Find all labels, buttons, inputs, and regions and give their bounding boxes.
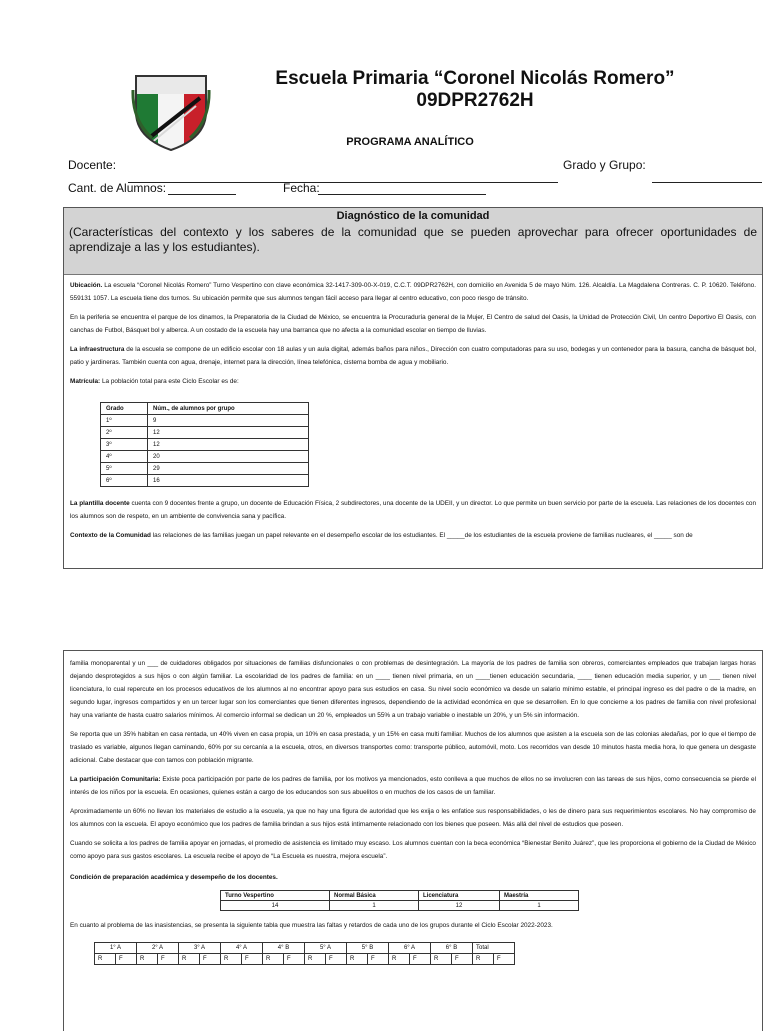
retardos-cell: R [305,954,326,965]
grade-cell: 2º [101,427,148,439]
fecha-label: Fecha: [283,181,320,195]
count-cell: 29 [148,463,309,475]
infraestructura-label: La infraestructura [70,346,125,353]
program-title: PROGRAMA ANALÍTICO [346,136,474,148]
diagnostico-heading: Diagnóstico de la comunidad [336,210,490,222]
grado-grupo-label: Grado y Grupo: [563,158,646,172]
familia-paragraph: familia monoparental y un ___ de cuidadores obligados por situaciones de familias disfuncionales o con problemas de desintegración. La mayoría de los padres de familia son obreros, comerciantes empleados que trabajan largas horas dejando desprotegidos a sus hijos o con algún familiar. La escolaridad de los padres de familia: en un ____ tienen nivel primaria, en un ____tienen educación secundaria, ____ tienen educación media superior, y un ___ tienen nivel licenciatura, lo cual repercute en los procesos educativos de los alumnos al no encontrar apoyo para sus estudios en casa. Su nivel socio económico va desde un salario mínimo estable, el principal ingreso es del padre o de la madre, en segundo lugar, ingresos compartidos y en un tercer lugar son los comerciantes que tienen diferentes ingresos, dependiendo de la actividad económica en que se desarrollen. En lo que concierne a los padres de familia con nivel profesional hay una variante de hasta cuatro salarios mínimos. Al comercio informal se dedican un 20 %, empleados un 55% a un trabajo variable o inestable un 20%, y un 5% sin información. [70,660,756,719]
teachers-value-cell: 12 [419,901,500,911]
retardos-cell: R [221,954,242,965]
teachers-value-cell: 14 [221,901,330,911]
ubicacion-label: Ubicación. [70,282,103,289]
grades-table [100,402,309,487]
school-crest-logo [130,72,212,152]
table-row [101,403,309,415]
diagnostico-header [64,208,762,275]
inasistencias-paragraph: En cuanto al problema de las inasistencias, se presenta la siguiente tabla que muestra las faltas y retardos de cada uno de los grupos durante el Ciclo Escolar 2022-2023. [70,922,553,929]
faltas-cell: F [326,954,347,965]
table-row [101,451,309,463]
group-header-cell: Total [473,943,515,954]
grade-cell: 6º [101,475,148,487]
plantilla-text: cuenta con 9 docentes frente a grupo, un docente de Educación Física, 2 subdirectores, una docente de la UDEII, y un director. Lo que permite un buen servicio por parte de la escuela. Las relaciones de los docentes con los alumnos son de respeto, en un ambiente de convivencia sana y pacífica. [70,500,756,520]
diagnostico-description: (Características del contexto y los saberes de la comunidad que se pueden aprovechar para ofrecer oportunidades de aprendizaje a las y los estudiantes). [69,225,757,254]
count-cell: 9 [148,415,309,427]
absences-table [94,942,515,965]
retardos-cell: R [179,954,200,965]
infraestructura-text: de la escuela se compone de un edificio escolar con 18 aulas y un aula digital, además baños para niños., Dirección con cuatro computadoras para su uso, bodegas y un contenedor para la basura, cancha de básquet bol, patio y jardineras. También cuenta con agua, drenaje, internet para la dirección, línea telefónica, cisterna bomba de agua y mobiliario. [70,346,756,366]
teachers-header-cell: Normal Básica [330,891,419,901]
faltas-cell: F [116,954,137,965]
grade-cell: 1º [101,415,148,427]
faltas-cell: F [242,954,263,965]
participacion-label: La participación Comunitaria: [70,776,161,783]
vivienda-paragraph: Se reporta que un 35% habitan en casa rentada, un 40% viven en casa propia, un 10% en casa prestada, y un 15% en casa multi familiar. Muchos de los alumnos que asisten a la escuela son de las colonias aledañas, por lo que el tiempo de traslado es variable, algunos llegan caminando, 60% por su cercanía a la escuela, otros, en diversos transportes como: transporte público, automóvil, moto. Los recorridos van desde 10 minutos hasta media hora, lo que genera un desgaste adicional. Cabe destacar que con tamos con población migrante. [70,731,756,764]
ubicacion-paragraph [70,279,756,305]
teachers-value-cell: 1 [500,901,579,911]
plantilla-paragraph [70,497,756,523]
retardos-cell: R [473,954,494,965]
alumnos-label: Cant. de Alumnos: [68,181,167,195]
alumnos-line[interactable] [168,194,236,195]
count-cell: 20 [148,451,309,463]
faltas-cell: F [410,954,431,965]
contexto-paragraph [70,529,756,542]
group-header-cell: 4° B [263,943,305,954]
group-header-cell: 1° A [95,943,137,954]
grade-cell: 5º [101,463,148,475]
table-row [101,475,309,487]
grado-grupo-line[interactable] [652,182,762,183]
faltas-cell: F [200,954,221,965]
group-header-cell: 6° A [389,943,431,954]
materiales-paragraph: Aproximadamente un 60% no llevan los materiales de estudio a la escuela, ya que no hay una figura de autoridad que les exija o les enfatice sus responsabilidades, o les de dinero para sus requerimientos escolares. No hay compromiso de los alumnos con la escuela. El apoyo económico que los padres de familia brindan a sus hijos está íntimamente relacionado con los bienes que poseen. Más allá del nivel de estudios que poseen. [70,808,756,828]
group-header-cell: 5° A [305,943,347,954]
group-header-cell: 6° B [431,943,473,954]
retardos-cell: R [347,954,368,965]
table-row [221,901,579,911]
retardos-cell: R [95,954,116,965]
docente-label: Docente: [68,158,117,172]
count-cell: 12 [148,439,309,451]
periferia-paragraph: En la periferia se encuentra el parque de los dinamos, la Preparatoria de la Ciudad de México, se encuentra la Procuraduría general de la Mujer, El Centro de salud del Oasis, la Unidad de Protección Civil, Un centro Deportivo El Oasis, con canchas de Futbol, Básquet bol y alberca. A un costado de la escuela hay una barranca que no afecta a la comunidad escolar en tiempo de lluvias. [70,314,756,334]
matricula-paragraph [70,375,756,388]
teachers-header-cell: Licenciatura [419,891,500,901]
retardos-cell: R [389,954,410,965]
matricula-label: Matrícula: [70,378,101,385]
faltas-cell: F [368,954,389,965]
grade-cell: 4º [101,451,148,463]
retardos-cell: R [431,954,452,965]
table-row [101,427,309,439]
teachers-header-cell: Maestría [500,891,579,901]
participacion-text: Existe poca participación por parte de los padres de familia, por los motivos ya mencionados, esto conlleva a que muchos de ellos no se involucren con las tareas de sus hijos, como consecuencia se pierde el interés de los niños por la escuela. En ocasiones, quienes están a cargo de los educandos son sus abuelitos o en muchos de los casos de un familiar. [70,776,756,796]
teachers-header-cell: Turno Vespertino [221,891,330,901]
condicion-label: Condición de preparación académica y desempeño de los docentes. [70,874,278,881]
participacion-paragraph [70,773,756,799]
contexto-text: las relaciones de las familias juegan un papel relevante en el desempeño escolar de los estudiantes. El _____de los estudiantes de la escuela proviene de familias nucleares, el _____ son de [150,532,693,539]
school-code: 09DPR2762H [416,90,534,111]
grades-header-grado: Grado [101,403,148,415]
school-title [230,68,720,112]
retardos-cell: R [263,954,284,965]
matricula-text: La población total para este Ciclo Escolar es de: [100,378,239,385]
group-header-cell: 3° A [179,943,221,954]
diagnostico-box [63,207,763,569]
table-row [101,439,309,451]
faltas-cell: F [158,954,179,965]
diagnostico-body [64,275,762,542]
page2-body [64,651,762,965]
group-header-cell: 2° A [137,943,179,954]
jornadas-paragraph: Cuando se solicita a los padres de familia apoyar en jornadas, el promedio de asistencia es limitado muy escaso. Los alumnos cuentan con la beca económica “Bienestar Benito Juárez”, que les proporciona el gobierno de la Ciudad de México como apoyo para sus gastos escolares. La escuela recibe el apoyo de “La Escuela es nuestra, mejora escuela”. [70,840,756,860]
contexto-label: Contexto de la Comunidad [70,532,151,539]
retardos-cell: R [137,954,158,965]
ubicacion-text: La escuela “Coronel Nicolás Romero” Turno Vespertino con clave económica 32-1417-309-00-X-019, C.C.T. 09DPR2762H, con domicilio en Avenida 5 de mayo Núm. 126. Alcaldía. La Magdalena Contreras. C. P. 10620. Teléfono. 559131 1057. La escuela tiene dos turnos. Su ubicación permite que sus alumnos tengan fácil acceso para llegar al centro educativo, con poco riesgo de tránsito. [70,282,756,302]
group-header-cell: 5° B [347,943,389,954]
grades-header-alumnos: Núm., de alumnos por grupo [148,403,309,415]
infraestructura-paragraph [70,343,756,369]
page2-box [63,650,763,1031]
group-header-cell: 4° A [221,943,263,954]
school-name: Escuela Primaria “Coronel Nicolás Romero” [275,68,675,89]
table-row [95,954,515,965]
docente-line[interactable] [128,182,558,183]
table-row [95,943,515,954]
grade-cell: 3º [101,439,148,451]
condicion-heading [70,871,756,884]
faltas-cell: F [494,954,515,965]
count-cell: 12 [148,427,309,439]
plantilla-label: La plantilla docente [70,500,130,507]
table-row [101,415,309,427]
teachers-value-cell: 1 [330,901,419,911]
faltas-cell: F [284,954,305,965]
teachers-table [220,890,579,911]
table-row [221,891,579,901]
fecha-line[interactable] [318,194,486,195]
count-cell: 16 [148,475,309,487]
table-row [101,463,309,475]
faltas-cell: F [452,954,473,965]
